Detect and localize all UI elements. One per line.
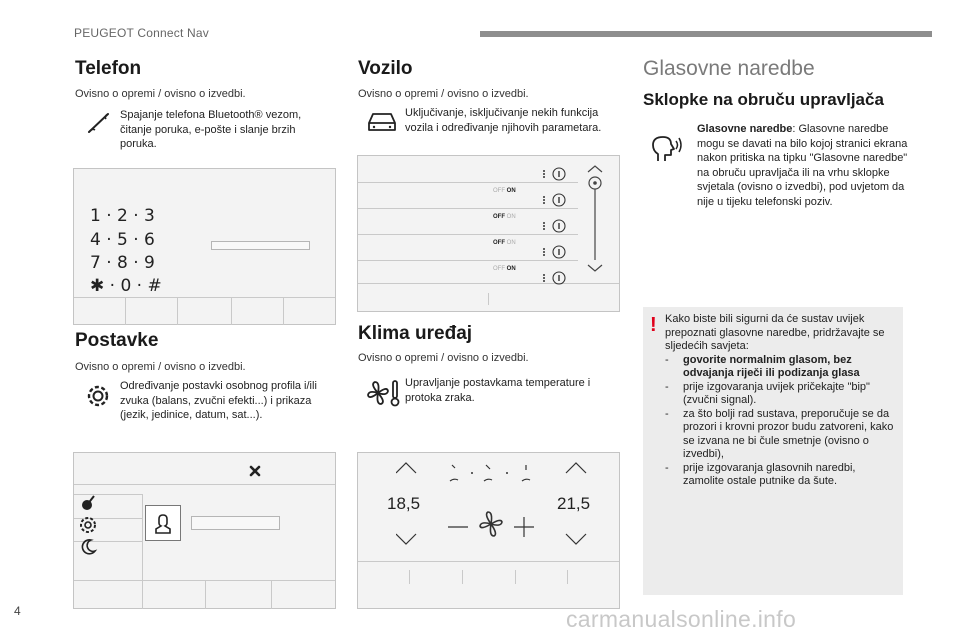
postavke-description: Određivanje postavki osobnog profila i/ili zvuka (balans, zvučni efekti...) i prikaza (jezik, jedinice, datum, sat...). <box>120 380 317 421</box>
phone-number-field <box>211 241 310 250</box>
page-number: 4 <box>14 604 21 618</box>
keypad-row-1: 1 · 2 · 3 <box>90 206 155 226</box>
advice-note <box>665 313 897 489</box>
telefon-description: Spajanje telefona Bluetooth® vezom, čitanje poruka, e-pošte i slanje brzih poruka. <box>120 109 302 150</box>
close-icon <box>249 465 261 477</box>
display-settings-gear-icon <box>78 515 98 535</box>
glasovne-description: Glasovne naredbe: Glasovne naredbe mogu se davati na bilo kojoj stranici ekrana nakon pritiska na tipku "Glasovne naredbe" na obruču upravljača ili na vrhu sklopke svjetala (ovisno o izvedbi), pod uvjetom da nije u tijeku telefonski poziv. <box>697 123 908 208</box>
toggle-1: OFF ON <box>493 188 516 194</box>
sound-tuning-icon <box>78 493 98 513</box>
note-intro: Kako biste bili sigurni da će sustav uvijek prepoznati glasovne naredbe, pridržavajte se sljedećih savjeta: <box>665 313 885 352</box>
keypad-row-2: 4 · 5 · 6 <box>90 230 155 250</box>
note-item-1: - govorite normalnim glasom, bez odvajanja riječi ili podizanja glasa <box>665 353 860 379</box>
temperature-left: 18,5 <box>387 494 421 513</box>
voice-command-icon <box>650 132 684 164</box>
list-scrollbar <box>585 164 605 274</box>
running-header: PEUGEOT Connect Nav <box>74 26 209 40</box>
settings-screen-illustration <box>73 452 336 609</box>
klima-availability: Ovisno o opremi / ovisno o izvedbi. <box>358 352 529 364</box>
toggle-2: OFF ON <box>493 214 516 220</box>
section-title-klima: Klima uređaj <box>358 323 473 344</box>
section-title-glasovne: Glasovne naredbe <box>643 57 815 80</box>
row-info-icons <box>541 162 569 286</box>
note-item-4: - prije izgovaranja glasovnih naredbi, zamolite ostale putnike da šute. <box>665 461 856 487</box>
night-mode-moon-icon <box>78 537 98 557</box>
vozilo-availability: Ovisno o opremi / ovisno o izvedbi. <box>358 88 529 100</box>
section-title-vozilo: Vozilo <box>358 58 413 79</box>
vehicle-screen-illustration <box>357 155 620 312</box>
toggle-4: OFF ON <box>493 266 516 272</box>
header-rule <box>480 31 932 37</box>
klima-description: Upravljanje postavkama temperature i protoka zraka. <box>405 377 591 404</box>
section-title-telefon: Telefon <box>75 58 142 79</box>
settings-field <box>191 516 280 530</box>
postavke-availability: Ovisno o opremi / ovisno o izvedbi. <box>75 361 246 373</box>
warning-mark-icon: ! <box>650 314 657 336</box>
settings-gear-icon <box>84 382 112 410</box>
phone-handset-icon <box>86 110 112 136</box>
temperature-right: 21,5 <box>557 494 591 513</box>
subsection-title-sklopke: Sklopke na obruču upravljača <box>643 90 884 109</box>
watermark: carmanualsonline.info <box>566 606 797 632</box>
keypad-row-4: ✱ · 0 · # <box>90 276 162 296</box>
vehicle-car-icon <box>366 109 398 135</box>
toggle-3: OFF ON <box>493 240 516 246</box>
vozilo-description: Uključivanje, isključivanje nekih funkcija vozila i određivanje njihovih parametara. <box>405 107 602 134</box>
note-item-3: - za što bolji rad sustava, preporučuje se da prozori i krovni prozor budu zatvoreni, kako se izvana ne bi čule smetnje (ovisno o izvedbi), <box>665 407 894 460</box>
climate-fan-temperature-icon <box>366 378 402 408</box>
keypad-row-3: 7 · 8 · 9 <box>90 253 155 273</box>
user-profile-icon <box>152 513 174 535</box>
telefon-availability: Ovisno o opremi / ovisno o izvedbi. <box>75 88 246 100</box>
note-item-2: - prije izgovaranja uvijek pričekajte "bip" (zvučni signal). <box>665 380 870 406</box>
section-title-postavke: Postavke <box>75 330 159 351</box>
